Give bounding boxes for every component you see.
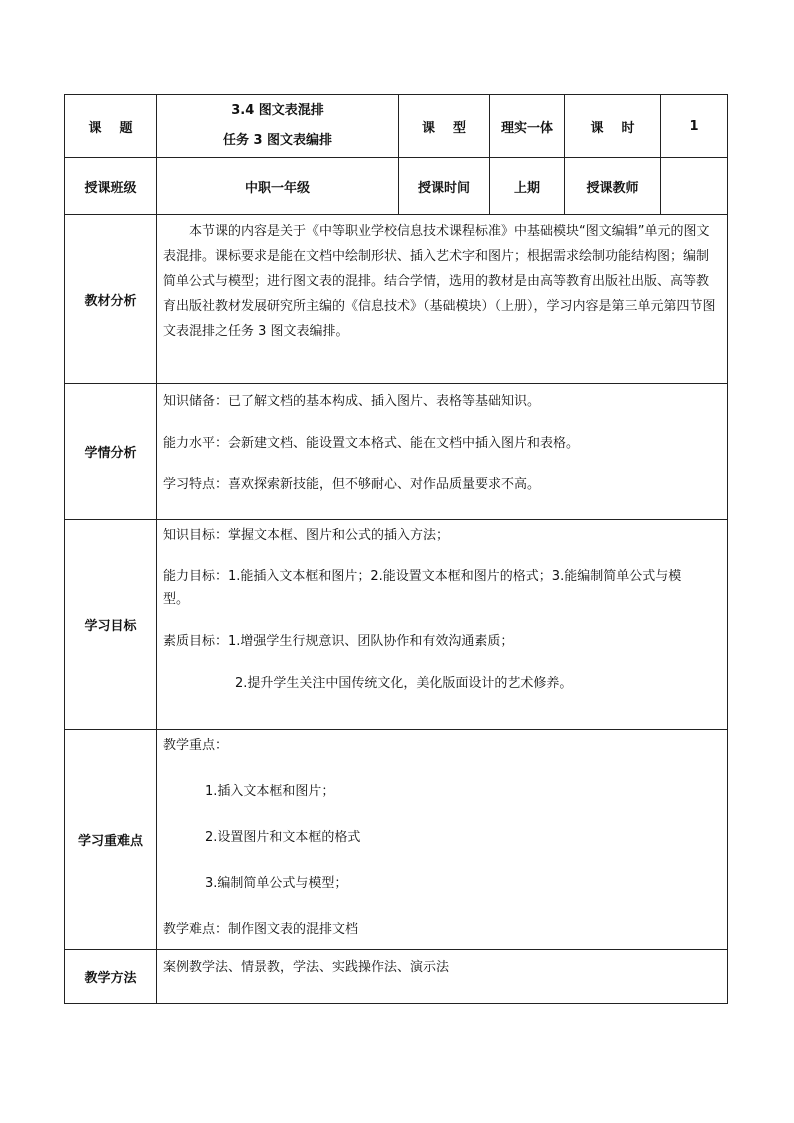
lesson-plan-table: [64, 94, 728, 1004]
hours-label: 课 时: [565, 95, 661, 158]
type-label: 课 型: [399, 95, 490, 158]
methods-row: [65, 950, 728, 1004]
goals-quality-line1: 素质目标：1.增强学生行规意识、团队协作和有效沟通素质；: [163, 634, 514, 649]
topic-value: [157, 95, 399, 158]
goals-ability-line2: 型。: [163, 592, 190, 607]
hours-value: 1: [661, 95, 728, 158]
keypoints-cell: [157, 730, 728, 950]
type-value: 理实一体: [490, 95, 565, 158]
goals-ability-line1: 能力目标：1.能插入文本框和图片；2.能设置文本框和图片的格式；3.能编制简单公式与模: [163, 569, 682, 584]
goals-row: [65, 520, 728, 730]
material-row: [65, 215, 728, 384]
class-value: 中职一年级: [157, 158, 399, 215]
goals-label: 学习目标: [65, 520, 157, 730]
time-label: 授课时间: [399, 158, 490, 215]
students-traits: 学习特点：喜欢探索新技能，但不够耐心、对作品质量要求不高。: [163, 477, 541, 492]
methods-label: 教学方法: [65, 950, 157, 1004]
focus-item: 1.插入文本框和图片；: [205, 784, 335, 799]
goals-cell: [157, 520, 728, 730]
topic-label: 课 题: [65, 95, 157, 158]
teacher-label: 授课教师: [565, 158, 661, 215]
class-row: [65, 158, 728, 215]
class-label: 授课班级: [65, 158, 157, 215]
header-row: [65, 95, 728, 158]
goals-knowledge: 知识目标：掌握文本框、图片和公式的插入方法；: [163, 528, 450, 543]
students-row: [65, 384, 728, 520]
focus-title: 教学重点：: [163, 738, 229, 753]
keypoints-label: 学习重难点: [65, 730, 157, 950]
difficulty-text: 教学难点：制作图文表的混排文档: [163, 922, 359, 937]
material-cell: [157, 215, 728, 384]
students-ability: 能力水平：会新建文档、能设置文本格式、能在文档中插入图片和表格。: [163, 436, 580, 451]
methods-text: 案例教学法、情景教，学法、实践操作法、演示法: [163, 960, 450, 975]
focus-item: 2.设置图片和文本框的格式: [205, 830, 361, 845]
students-cell: [157, 384, 728, 520]
topic-line2: 任务 3 图文表编排: [222, 133, 333, 148]
keypoints-row: [65, 730, 728, 950]
focus-item: 3.编制简单公式与模型；: [205, 876, 348, 891]
goals-quality-line2: 2.提升学生关注中国传统文化，美化版面设计的艺术修养。: [235, 676, 573, 691]
students-label: 学情分析: [65, 384, 157, 520]
methods-cell: [157, 950, 728, 1004]
material-label: 教材分析: [65, 215, 157, 384]
time-value: 上期: [490, 158, 565, 215]
topic-line1: 3.4 图文表混排: [231, 103, 324, 118]
students-knowledge: 知识储备：已了解文档的基本构成、插入图片、表格等基础知识。: [163, 394, 541, 409]
teacher-value: [661, 158, 728, 215]
material-text: 本节课的内容是关于《中等职业学校信息技术课程标准》中基础模块“图文编辑”单元的图文表混排。课标要求是能在文档中绘制形状、插入艺术字和图片；根据需求绘制功能结构图；编制简单公式与模型；进行图文表的混排。结合学情，选用的教材是由高等教育出版社出版、高等教育出版社教材发展研究所主编的《信息技术》（基础模块）（上册），学习内容是第三单元第四节图文表混排之任务 3 图文表编排。: [163, 224, 716, 339]
